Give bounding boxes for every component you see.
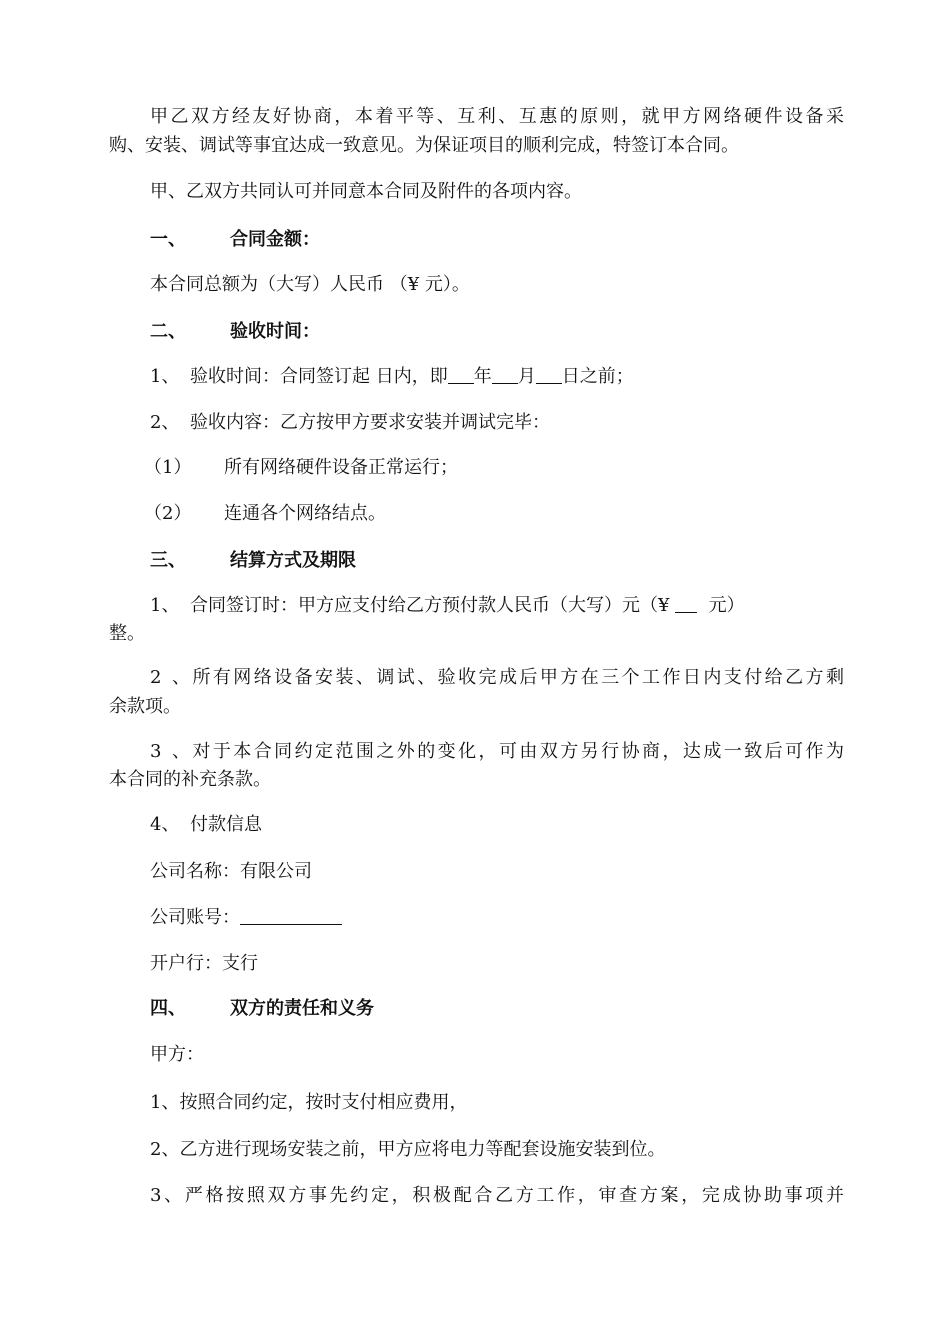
section-3-item-1 bbox=[150, 594, 844, 618]
section-4-title: 双方的责任和义务 bbox=[230, 998, 374, 1019]
section-2-subitem-1 bbox=[144, 456, 844, 480]
section-2-subitem-2 bbox=[144, 502, 844, 526]
party-a-duty-1: 1、按照合同约定，按时支付相应费用， bbox=[150, 1092, 468, 1113]
section-2-heading bbox=[150, 320, 844, 344]
blank-line bbox=[492, 365, 518, 384]
section-1-text: 本合同总额为（大写）人民币 （¥ 元）。 bbox=[150, 274, 470, 295]
account-label: 公司账号： bbox=[150, 907, 240, 928]
subitem-number: （2） bbox=[144, 503, 192, 524]
item-number: 1、 bbox=[150, 366, 180, 387]
month-label: 月 bbox=[517, 366, 536, 387]
subitem-text: 所有网络硬件设备正常运行； bbox=[224, 457, 458, 478]
bank-line: 开户行：支行 bbox=[150, 953, 258, 974]
intro-paragraph-2: 甲、乙双方共同认可并同意本合同及附件的各项内容。 bbox=[150, 181, 582, 202]
item-text-end: 元） bbox=[708, 595, 745, 616]
year-label: 年 bbox=[473, 366, 492, 387]
item-text: 合同签订时：甲方应支付给乙方预付款人民币（大写）元（¥ bbox=[190, 595, 670, 616]
section-3-item-2-line-1 bbox=[150, 666, 844, 690]
party-a-duty-3: 3、严格按照双方事先约定，积极配合乙方工作，审查方案，完成协助事项并 bbox=[150, 1185, 844, 1206]
section-3-item-3-line-1 bbox=[150, 740, 844, 764]
blank-line bbox=[448, 365, 474, 384]
section-3-number: 三、 bbox=[150, 550, 186, 571]
section-2-item-1 bbox=[150, 365, 844, 389]
section-3-item-3-line-2: 本合同的补充条款。 bbox=[109, 769, 271, 790]
item-text: 验收内容：乙方按甲方要求安装并调试完毕： bbox=[190, 412, 550, 433]
section-3-item-2-line-2: 余款项。 bbox=[109, 696, 181, 717]
item-number: 2、 bbox=[150, 412, 180, 433]
intro-paragraph-line-1: 甲乙双方经友好协商，本着平等、互利、互惠的原则，就甲方网络硬件设备采 bbox=[150, 106, 844, 127]
section-3-item-4 bbox=[150, 813, 844, 837]
section-1-number: 一、 bbox=[150, 229, 186, 250]
section-4-number: 四、 bbox=[150, 998, 186, 1019]
subitem-number: （1） bbox=[144, 457, 192, 478]
section-3-title: 结算方式及期限 bbox=[230, 550, 356, 571]
intro-paragraph-line-2: 购、安装、调试等事宜达成一致意见。为保证项目的顺利完成，特签订本合同。 bbox=[109, 135, 739, 156]
item-text: 验收时间：合同签订起 日内，即 bbox=[190, 366, 448, 387]
section-3-heading bbox=[150, 549, 844, 573]
party-a-label: 甲方： bbox=[150, 1044, 204, 1065]
day-label: 日之前； bbox=[561, 366, 634, 387]
company-account-line bbox=[150, 906, 844, 930]
section-1-title: 合同金额： bbox=[230, 229, 320, 250]
account-blank-line bbox=[240, 906, 342, 925]
section-2-number: 二、 bbox=[150, 321, 186, 342]
section-4-heading bbox=[150, 997, 844, 1021]
item-text: 所有网络设备安装、调试、验收完成后甲方在三个工作日内支付给乙方剩 bbox=[190, 667, 844, 688]
item-number: 3、 bbox=[150, 741, 190, 762]
company-name-line: 公司名称：有限公司 bbox=[150, 861, 312, 882]
item-number: 2、 bbox=[150, 667, 190, 688]
item-text: 付款信息 bbox=[190, 814, 262, 835]
party-a-duty-2: 2、乙方进行现场安装之前，甲方应将电力等配套设施安装到位。 bbox=[150, 1139, 666, 1160]
section-1-heading bbox=[150, 228, 844, 252]
blank-line bbox=[675, 594, 697, 613]
section-2-title: 验收时间： bbox=[230, 321, 320, 342]
item-text: 对于本合同约定范围之外的变化，可由双方另行协商，达成一致后可作为 bbox=[190, 741, 844, 762]
subitem-text: 连通各个网络结点。 bbox=[224, 503, 386, 524]
item-number: 1、 bbox=[150, 595, 180, 616]
section-3-item-1-line-2: 整。 bbox=[109, 623, 145, 644]
blank-line bbox=[536, 365, 562, 384]
item-number: 4、 bbox=[150, 814, 180, 835]
section-2-item-2 bbox=[150, 411, 844, 435]
